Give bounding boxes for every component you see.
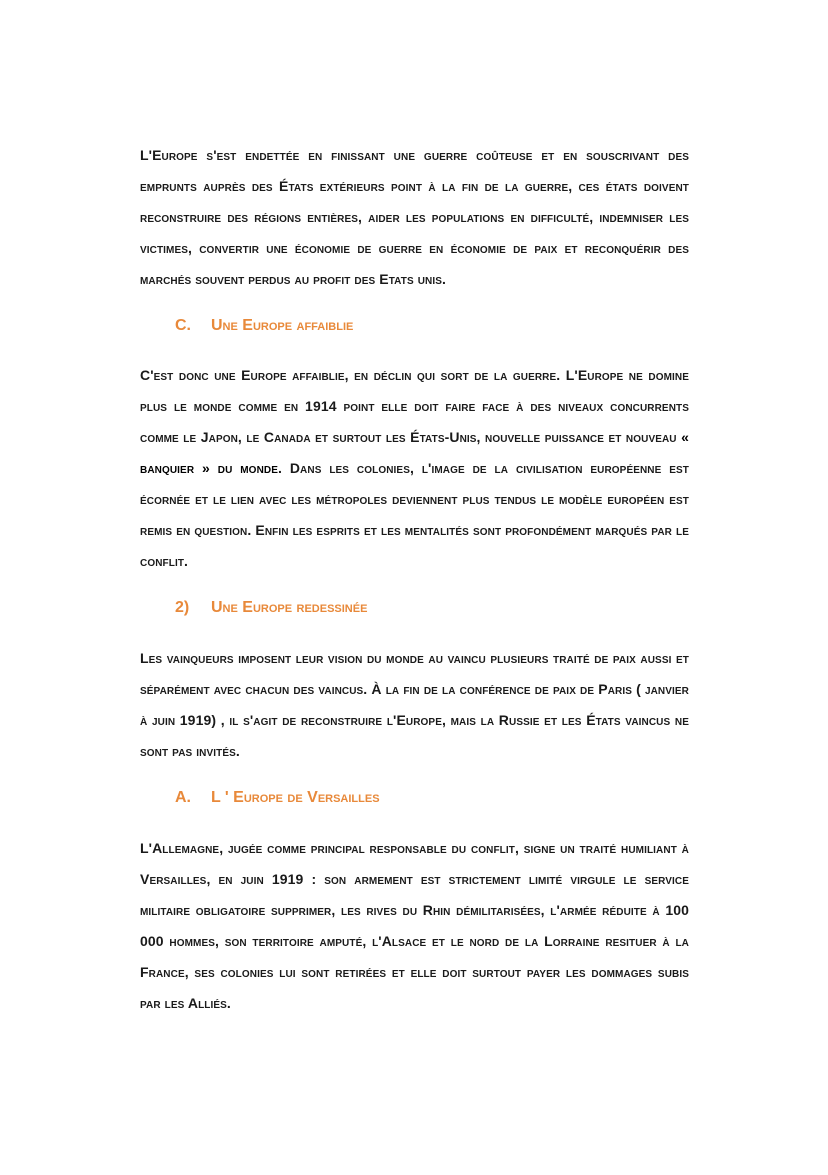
section-title: Une Europe affaiblie — [211, 317, 354, 334]
paragraph-text: . Dans les colonies, l'image de la civilisation européenne est écornée et le lien avec les métropoles deviennent plus tendus le modèle européen est remis en question. Enfin les esprits et les mentalités sont profondément marqués par le conflit. — [140, 460, 690, 569]
section-number: A. — [175, 789, 191, 806]
section-heading-a — [175, 783, 689, 813]
section-number: 2) — [175, 599, 190, 616]
section-heading-c — [175, 311, 689, 341]
paragraph-text: C'est donc une Europe affaiblie, en déclin qui sort de la guerre. L'Europe ne domine plus le monde comme en 1914 point elle doit faire face à des niveaux concurrents comme le Japon, le Canada et surtout les États-Unis, nouvelle puissance et nouveau — [140, 367, 689, 445]
section-title: L ' Europe de Versailles — [211, 789, 380, 806]
paragraph-weakened-europe — [140, 360, 689, 577]
emphasis-banker: « banquier » du monde — [140, 429, 689, 476]
section-title: Une Europe redessinée — [211, 599, 368, 616]
section-heading-2 — [175, 593, 689, 623]
paragraph-versailles: L'Allemagne, jugée comme principal responsable du conflit, signe un traité humiliant à Versailles, en juin 1919 : son armement est strictement limité virgule le service militaire obligatoire supprimer, les rives du Rhin démilitarisées, l'armée réduite à 100 000 hommes, son territoire amputé, l'Alsace et le nord de la Lorraine resituer à la France, ses colonies lui sont retirées et elle doit surtout payer les dommages subis par les Alliés. — [140, 840, 689, 1011]
section-number: C. — [175, 317, 191, 334]
paragraph-europe-debt: L'Europe s'est endettée en finissant une guerre coûteuse et en souscrivant des emprunts auprès des États extérieurs point à la fin de la guerre, ces états doivent reconstruire des régions entières, aider les populations en difficulté, indemniser les victimes, convertir une économie de guerre en économie de paix et reconquérir des marchés souvent perdus au profit des Etats unis. — [140, 147, 689, 287]
paragraph-redrawn-europe: Les vainqueurs imposent leur vision du monde au vaincu plusieurs traité de paix aussi et séparément avec chacun des vaincus. À la fin de la conférence de paix de Paris ( janvier à juin 1919) , il s'agit de reconstruire l'Europe, mais la Russie et les États vaincus ne sont pas invités. — [140, 650, 689, 759]
document-page — [140, 140, 689, 1019]
